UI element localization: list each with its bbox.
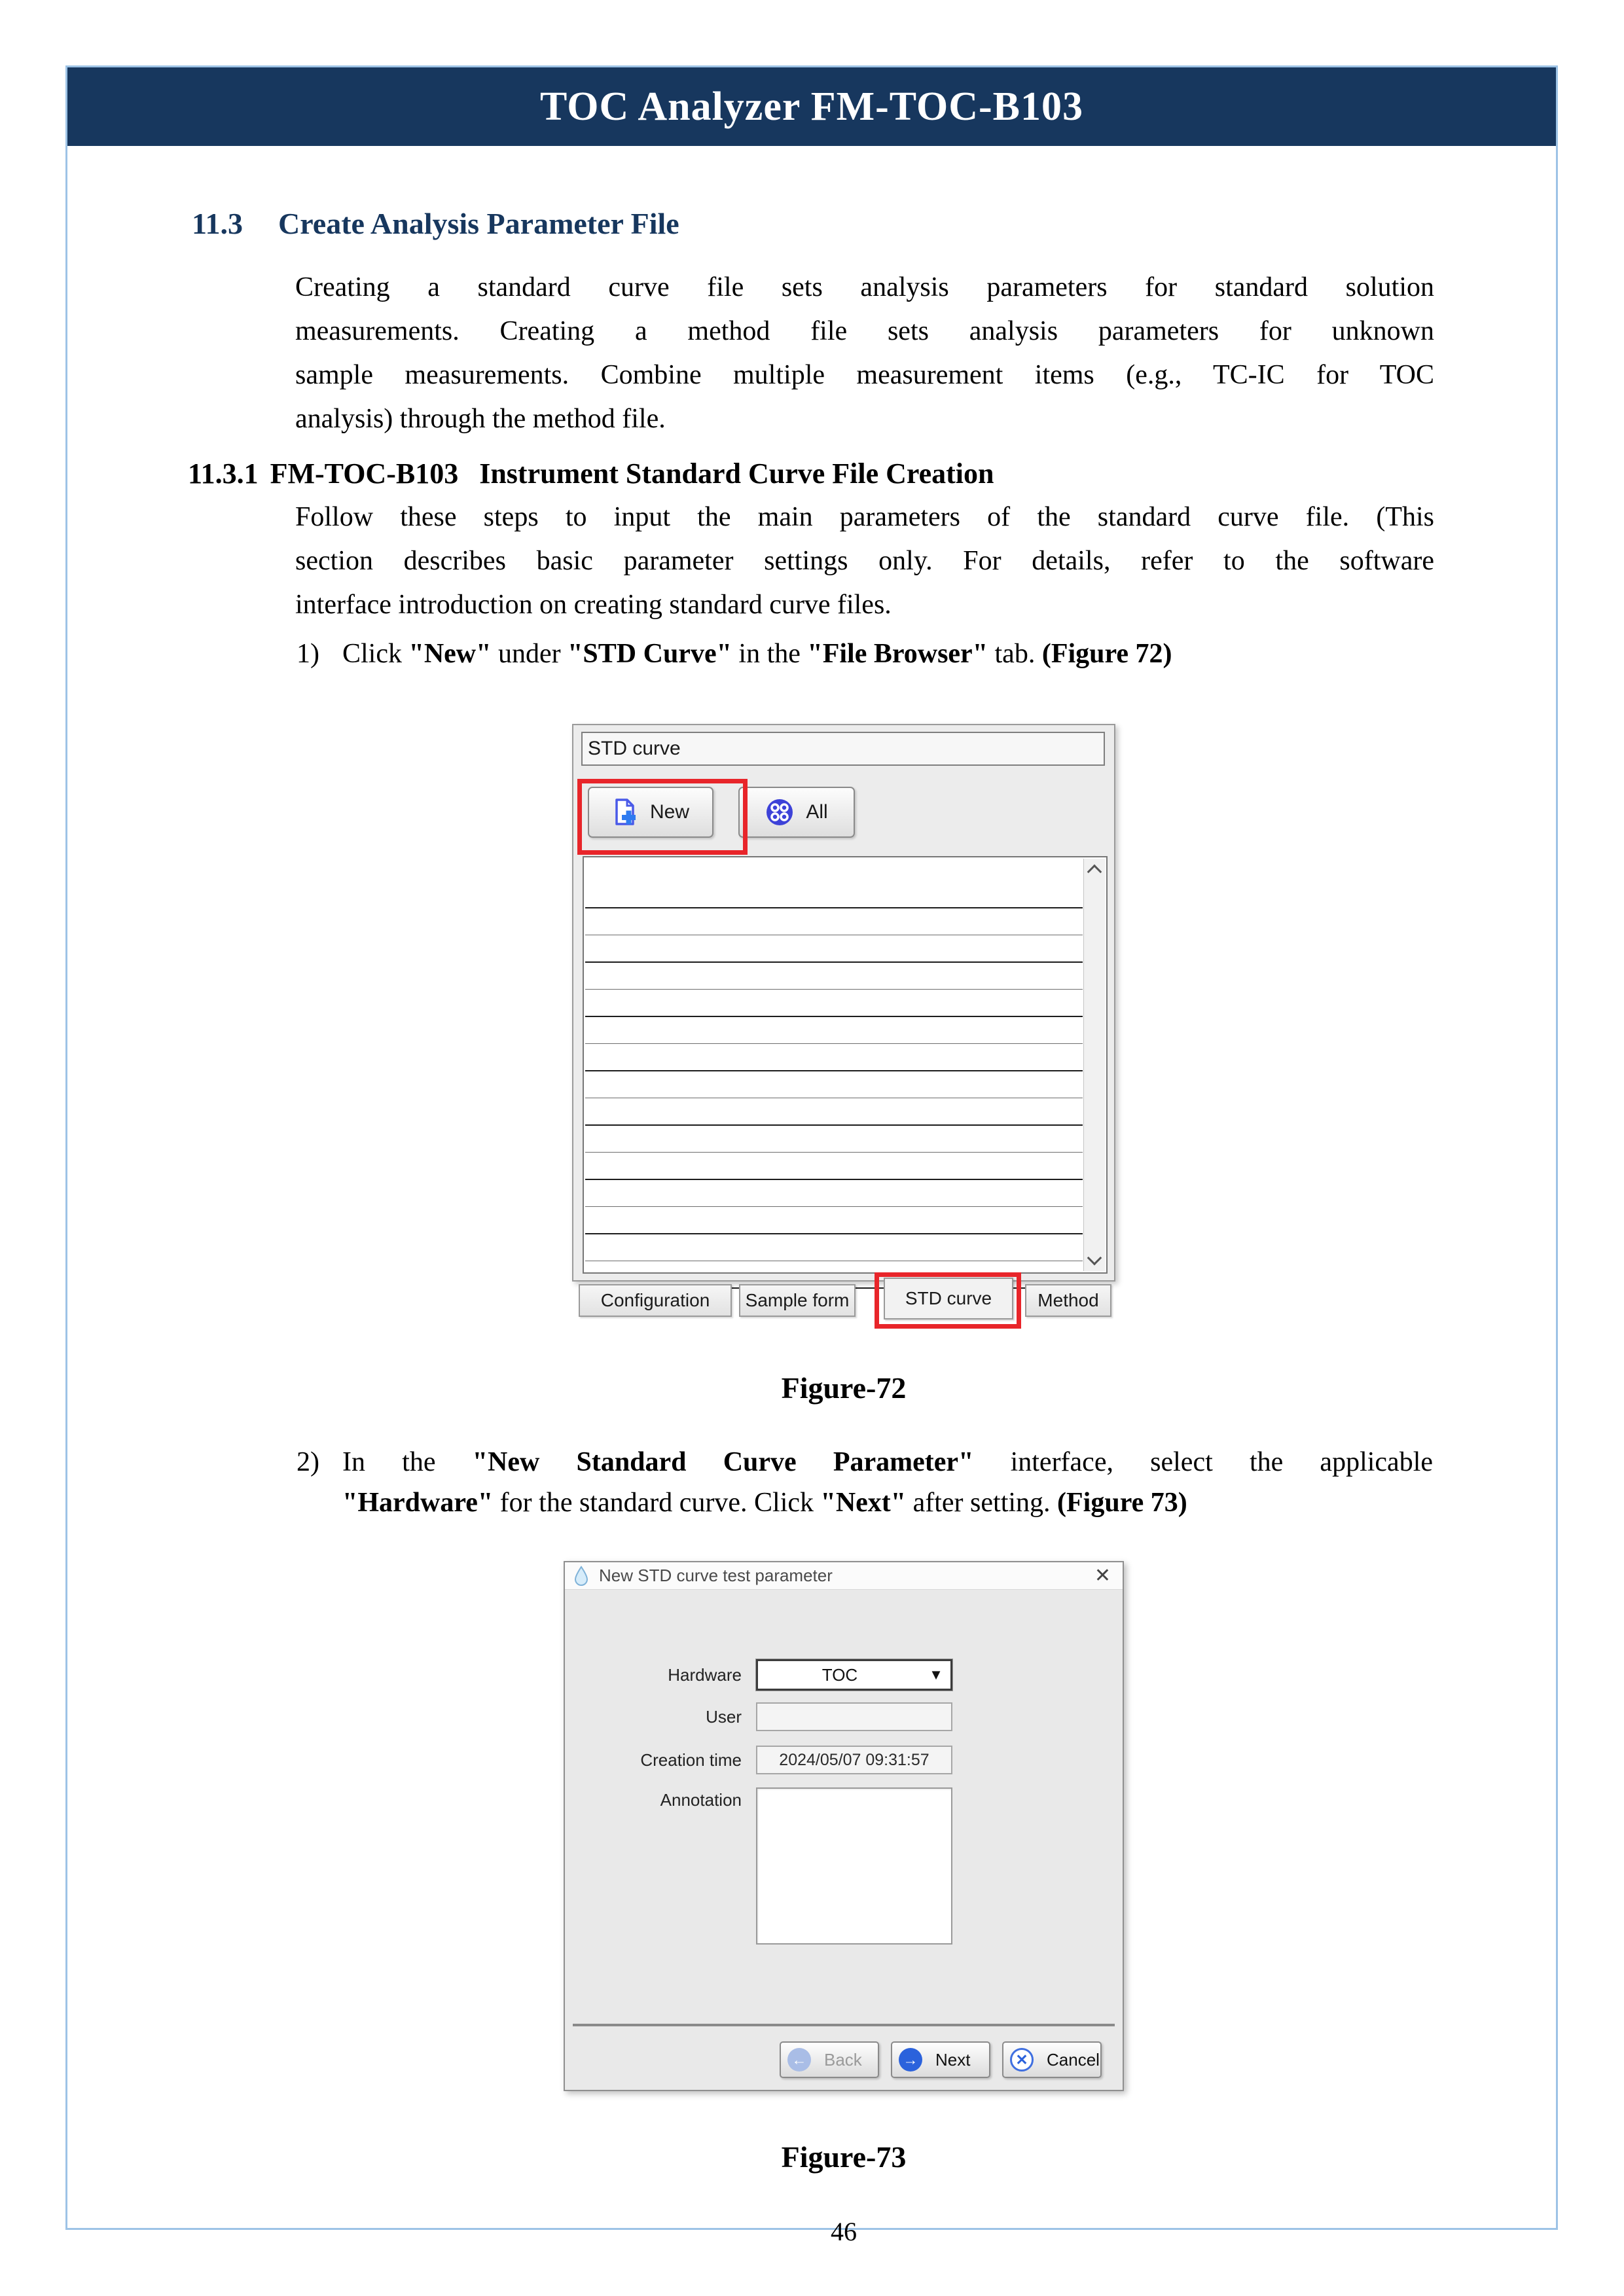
- step-1-figure-ref: (Figure 72): [1041, 639, 1172, 669]
- subsection-paragraph: [295, 495, 1434, 627]
- highlight-new-button: [577, 779, 748, 855]
- annotation-label: Annotation: [660, 1790, 742, 1810]
- dialog-titlebar: [565, 1562, 1123, 1590]
- paragraph-line: Creating a standard curve file sets analysis parameters for standard solution: [295, 272, 1434, 302]
- cancel-button-label: Cancel: [1047, 2049, 1100, 2070]
- list-row[interactable]: [585, 1153, 1083, 1180]
- scroll-down-icon[interactable]: [1087, 1251, 1102, 1266]
- subsection-number: 11.3.1: [188, 457, 259, 490]
- all-files-icon: [765, 798, 794, 827]
- subsection-model: FM-TOC-B103: [270, 457, 459, 490]
- hardware-row: [565, 1659, 1123, 1691]
- step-1-text-run: under: [491, 639, 568, 669]
- paragraph-line: Follow these steps to input the main parameters of the standard curve file. (This: [295, 502, 1434, 532]
- hardware-dropdown[interactable]: [756, 1659, 952, 1691]
- tab-method[interactable]: Method: [1025, 1284, 1111, 1317]
- paragraph-line: section describes basic parameter settings only. For details, refer to the software: [295, 546, 1434, 576]
- list-row[interactable]: [585, 1071, 1083, 1098]
- step-2-text-run: interface, select the applicable: [973, 1447, 1434, 1477]
- next-arrow-icon: →: [899, 2048, 922, 2072]
- step-1-bold-file-browser: "File Browser": [807, 639, 988, 669]
- page-content: [67, 206, 1556, 2247]
- step-1-bold-std-curve: "STD Curve": [568, 639, 732, 669]
- step-2-text-run: In the: [342, 1447, 473, 1477]
- step-1: [297, 634, 1433, 674]
- list-row[interactable]: [585, 1044, 1083, 1071]
- back-button-label: Back: [824, 2049, 862, 2070]
- paragraph-line: interface introduction on creating standard curve files.: [295, 590, 892, 620]
- list-row[interactable]: [585, 908, 1083, 935]
- tab-sample-form[interactable]: Sample form: [739, 1284, 856, 1317]
- list-row[interactable]: [585, 1180, 1083, 1207]
- list-row[interactable]: [585, 881, 1083, 908]
- step-2-text-run: after setting.: [906, 1488, 1058, 1518]
- step-1-text-run: Click: [342, 639, 409, 669]
- scrollbar[interactable]: [1083, 859, 1105, 1271]
- step-1-text: [342, 634, 1433, 674]
- document-header: [67, 67, 1556, 146]
- all-button[interactable]: [738, 787, 855, 838]
- list-row[interactable]: [585, 1126, 1083, 1153]
- paragraph-line: measurements. Creating a method file sets analysis parameters for unknown: [295, 316, 1434, 346]
- user-field[interactable]: [756, 1702, 952, 1731]
- file-list[interactable]: [583, 856, 1108, 1274]
- list-row[interactable]: [585, 935, 1083, 963]
- list-row[interactable]: [585, 1098, 1083, 1126]
- all-button-label: All: [806, 801, 828, 823]
- new-button-label: New: [649, 801, 689, 823]
- hardware-value: TOC: [821, 1664, 858, 1685]
- water-drop-icon: [573, 1566, 590, 1587]
- dialog-title: New STD curve test parameter: [599, 1566, 833, 1585]
- figure-73-caption: Figure-73: [781, 2140, 907, 2174]
- step-2-figure-ref: (Figure 73): [1057, 1488, 1187, 1518]
- step-1-text-run: tab.: [988, 639, 1042, 669]
- user-row: [565, 1702, 1123, 1731]
- highlight-std-curve-tab: [875, 1272, 1021, 1329]
- step-1-bold-new: "New": [408, 639, 492, 669]
- list-row[interactable]: [585, 1017, 1083, 1044]
- paragraph-line: analysis) through the method file.: [295, 404, 666, 434]
- cancel-x-icon: ✕: [1010, 2048, 1034, 2072]
- step-2-text-line1: [342, 1442, 1433, 1482]
- section-title: Create Analysis Parameter File: [278, 207, 679, 240]
- close-icon[interactable]: ✕: [1094, 1565, 1111, 1587]
- list-row[interactable]: [585, 1234, 1083, 1261]
- cancel-button[interactable]: [1002, 2041, 1102, 2078]
- intro-paragraph: [295, 266, 1434, 441]
- step-2-number: 2): [297, 1447, 319, 1477]
- next-button[interactable]: [891, 2041, 990, 2078]
- document-title: TOC Analyzer FM-TOC-B103: [540, 84, 1083, 129]
- annotation-field[interactable]: [756, 1787, 952, 1945]
- std-curve-panel-title: STD curve: [581, 732, 1105, 766]
- back-button[interactable]: [780, 2041, 879, 2078]
- list-row[interactable]: [585, 963, 1083, 990]
- tab-std-curve[interactable]: STD curve: [884, 1278, 1013, 1319]
- section-heading: [192, 206, 1496, 241]
- file-browser-tabs: [572, 1282, 1115, 1319]
- creation-time-field[interactable]: 2024/05/07 09:31:57: [756, 1746, 952, 1774]
- paragraph-line: sample measurements. Combine multiple measurement items (e.g., TC-IC for TOC: [295, 360, 1434, 390]
- scroll-up-icon[interactable]: [1087, 865, 1102, 880]
- section-number: 11.3: [192, 207, 243, 240]
- annotation-row: [565, 1787, 1123, 1945]
- back-arrow-icon: ←: [787, 2048, 811, 2072]
- figure-72-screenshot: [572, 724, 1115, 1329]
- step-2-text-line2: [342, 1482, 1433, 1523]
- subsection-heading: [188, 457, 1496, 490]
- creation-time-row: [565, 1746, 1123, 1774]
- list-row[interactable]: [585, 990, 1083, 1017]
- page-number: 46: [831, 2217, 857, 2246]
- content-frame: [65, 65, 1558, 2246]
- dialog-divider: [573, 2024, 1115, 2026]
- dialog-buttons: [780, 2041, 1102, 2078]
- step-2-bold-hardware: "Hardware": [342, 1488, 494, 1518]
- step-1-text-run: in the: [731, 639, 808, 669]
- step-2-bold-new-std-param: "New Standard Curve Parameter": [472, 1447, 974, 1477]
- step-2-text-run: for the standard curve. Click: [493, 1488, 821, 1518]
- step-2: [297, 1442, 1433, 1523]
- user-label: User: [706, 1706, 742, 1727]
- figure-73-dialog: [564, 1561, 1124, 2091]
- figure-72-caption: Figure-72: [781, 1371, 907, 1405]
- tab-configuration[interactable]: Configuration: [579, 1284, 732, 1317]
- step-2-bold-next: "Next": [820, 1488, 907, 1518]
- chevron-down-icon: ▼: [929, 1666, 943, 1683]
- list-row[interactable]: [585, 1207, 1083, 1234]
- step-1-number: 1): [297, 639, 319, 669]
- subsection-title: Instrument Standard Curve File Creation: [479, 457, 994, 490]
- hardware-label: Hardware: [668, 1664, 742, 1685]
- creation-time-label: Creation time: [640, 1749, 742, 1770]
- next-button-label: Next: [935, 2049, 971, 2070]
- file-list-rows: [585, 881, 1083, 1289]
- file-browser-panel: [572, 724, 1115, 1282]
